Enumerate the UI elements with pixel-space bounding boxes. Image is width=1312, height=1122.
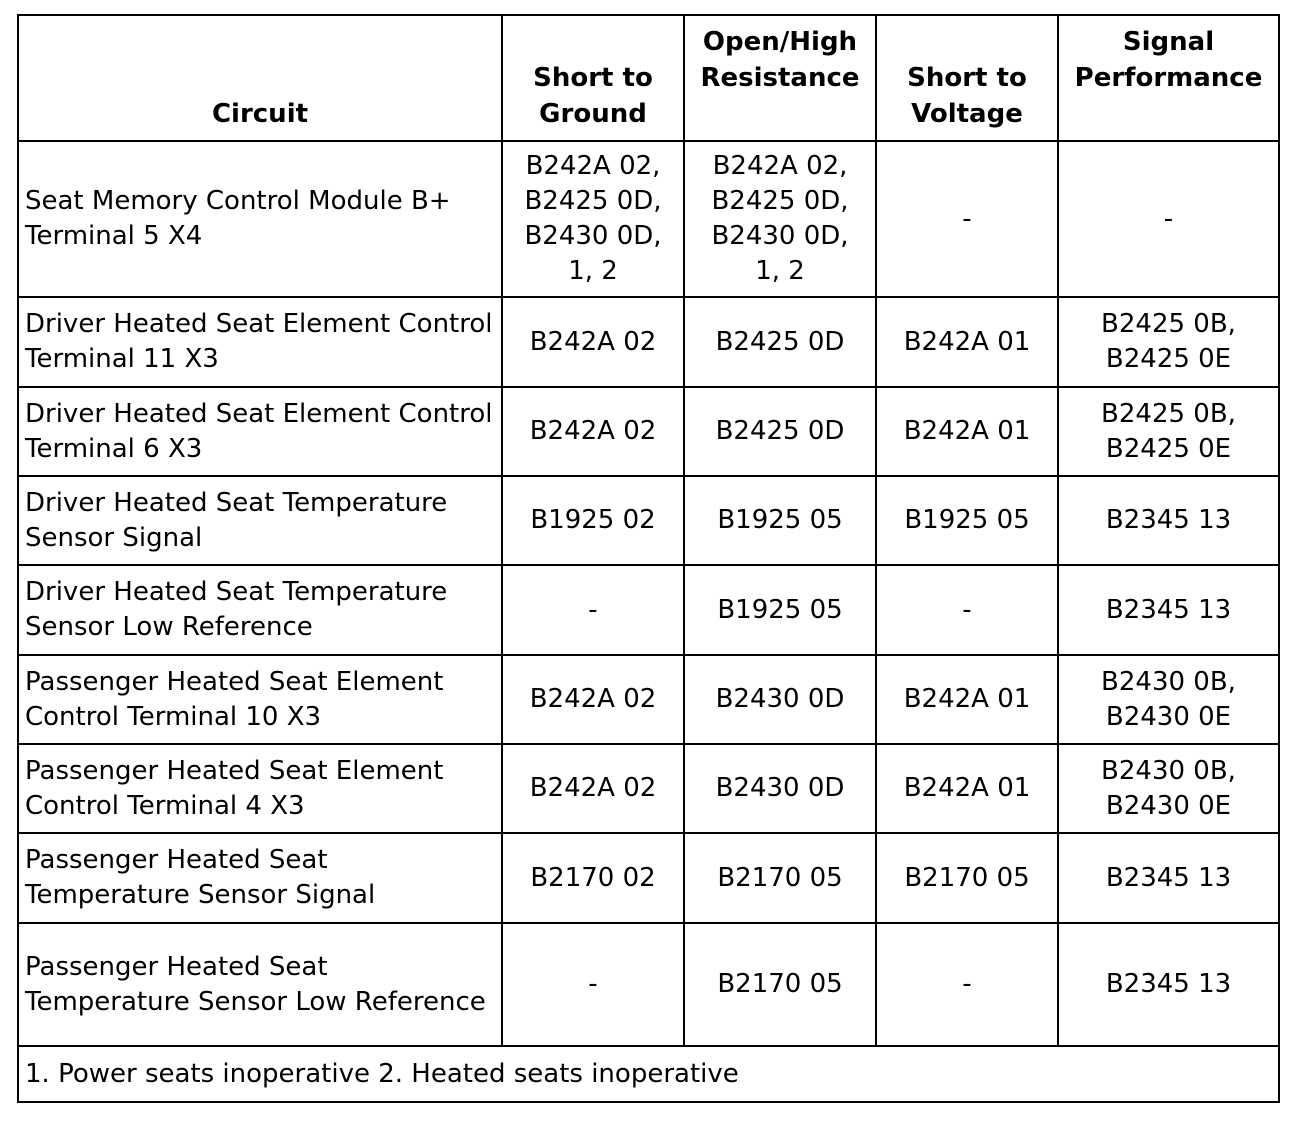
short-to-ground-cell: B242A 02, B2425 0D, B2430 0D, 1, 2 — [502, 141, 684, 297]
footnote: 1. Power seats inoperative 2. Heated seats inoperative — [18, 1046, 1279, 1102]
short-to-ground-cell: B1925 02 — [502, 476, 684, 565]
short-to-voltage-cell: - — [876, 923, 1058, 1046]
short-to-ground-cell: B242A 02 — [502, 387, 684, 476]
circuit-cell: Driver Heated Seat Element Control Terminal 11 X3 — [18, 297, 502, 387]
header-short-to-ground: Short to Ground — [502, 15, 684, 141]
open-high-resistance-cell: B2430 0D — [684, 744, 876, 833]
open-high-resistance-cell: B1925 05 — [684, 565, 876, 655]
circuit-cell: Passenger Heated Seat Element Control Terminal 4 X3 — [18, 744, 502, 833]
signal-performance-cell: - — [1058, 141, 1279, 297]
signal-performance-cell: B2430 0B, B2430 0E — [1058, 655, 1279, 744]
header-open-high-resistance: Open/High Resistance — [684, 15, 876, 141]
short-to-voltage-cell: B2170 05 — [876, 833, 1058, 923]
short-to-ground-cell: - — [502, 923, 684, 1046]
short-to-voltage-cell: B242A 01 — [876, 744, 1058, 833]
circuit-cell: Driver Heated Seat Temperature Sensor Low Reference — [18, 565, 502, 655]
header-row — [18, 15, 1279, 141]
circuit-cell: Passenger Heated Seat Element Control Terminal 10 X3 — [18, 655, 502, 744]
header-signal-performance: Signal Performance — [1058, 15, 1279, 141]
short-to-voltage-cell: B242A 01 — [876, 387, 1058, 476]
signal-performance-cell: B2345 13 — [1058, 923, 1279, 1046]
short-to-ground-cell: - — [502, 565, 684, 655]
table-row — [18, 923, 1279, 1046]
short-to-voltage-cell: - — [876, 141, 1058, 297]
signal-performance-cell: B2345 13 — [1058, 833, 1279, 923]
open-high-resistance-cell: B2430 0D — [684, 655, 876, 744]
short-to-ground-cell: B2170 02 — [502, 833, 684, 923]
circuit-cell: Passenger Heated Seat Temperature Sensor Signal — [18, 833, 502, 923]
short-to-ground-cell: B242A 02 — [502, 744, 684, 833]
circuit-cell: Driver Heated Seat Element Control Terminal 6 X3 — [18, 387, 502, 476]
header-circuit: Circuit — [18, 15, 502, 141]
table-row — [18, 744, 1279, 833]
short-to-voltage-cell: B242A 01 — [876, 297, 1058, 387]
table-row — [18, 833, 1279, 923]
open-high-resistance-cell: B2170 05 — [684, 923, 876, 1046]
circuit-cell: Seat Memory Control Module B+ Terminal 5 X4 — [18, 141, 502, 297]
short-to-ground-cell: B242A 02 — [502, 297, 684, 387]
open-high-resistance-cell: B1925 05 — [684, 476, 876, 565]
table-row — [18, 141, 1279, 297]
signal-performance-cell: B2425 0B, B2425 0E — [1058, 297, 1279, 387]
short-to-voltage-cell: - — [876, 565, 1058, 655]
signal-performance-cell: B2430 0B, B2430 0E — [1058, 744, 1279, 833]
signal-performance-cell: B2345 13 — [1058, 476, 1279, 565]
open-high-resistance-cell: B2425 0D — [684, 297, 876, 387]
signal-performance-cell: B2345 13 — [1058, 565, 1279, 655]
signal-performance-cell: B2425 0B, B2425 0E — [1058, 387, 1279, 476]
table-row — [18, 565, 1279, 655]
open-high-resistance-cell: B2170 05 — [684, 833, 876, 923]
circuit-cell: Passenger Heated Seat Temperature Sensor Low Reference — [18, 923, 502, 1046]
table-row — [18, 476, 1279, 565]
table-row — [18, 387, 1279, 476]
header-short-to-voltage: Short to Voltage — [876, 15, 1058, 141]
open-high-resistance-cell: B2425 0D — [684, 387, 876, 476]
short-to-voltage-cell: B1925 05 — [876, 476, 1058, 565]
open-high-resistance-cell: B242A 02, B2425 0D, B2430 0D, 1, 2 — [684, 141, 876, 297]
dtc-circuit-table — [17, 14, 1280, 1103]
short-to-ground-cell: B242A 02 — [502, 655, 684, 744]
footnote-row — [18, 1046, 1279, 1102]
circuit-cell: Driver Heated Seat Temperature Sensor Signal — [18, 476, 502, 565]
short-to-voltage-cell: B242A 01 — [876, 655, 1058, 744]
table-row — [18, 297, 1279, 387]
table-row — [18, 655, 1279, 744]
